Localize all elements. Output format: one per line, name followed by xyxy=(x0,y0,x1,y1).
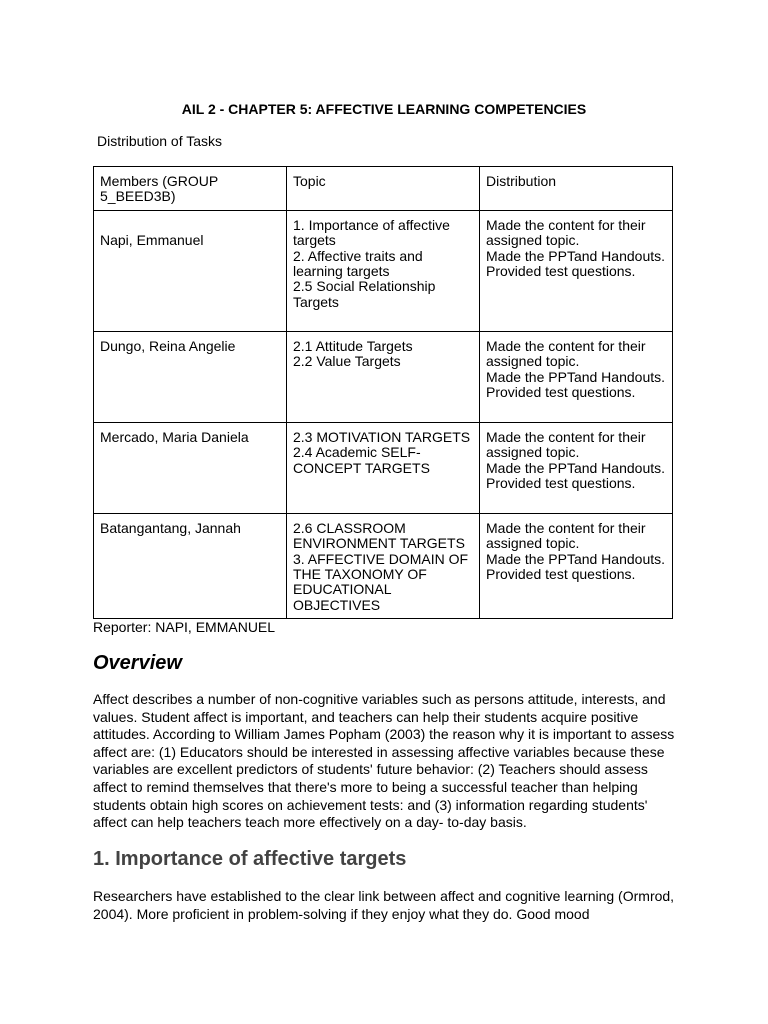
distribution-line: Made the PPTand Handouts. xyxy=(486,247,666,264)
topic-cell xyxy=(287,210,480,331)
distribution-line: Made the content for their assigned topic. xyxy=(486,216,646,249)
topic-line: 2.2 Value Targets xyxy=(293,353,401,370)
topic-line: 2.1 Attitude Targets xyxy=(293,337,413,354)
topic-line: 2. Affective traits and learning targets xyxy=(293,247,423,280)
section-heading: 1. Importance of affective targets xyxy=(93,848,407,870)
document-title: AIL 2 - CHAPTER 5: AFFECTIVE LEARNING COMPETENCIES xyxy=(181,101,587,117)
member-cell: Napi, Emmanuel xyxy=(94,210,287,331)
header-members: Members (GROUP 5_BEED3B) xyxy=(94,167,287,211)
overview-heading: Overview xyxy=(93,652,182,674)
table-row xyxy=(94,513,673,618)
topic-line: 2.3 MOTIVATION TARGETS xyxy=(293,428,471,445)
member-cell: Batangantang, Jannah xyxy=(94,513,287,618)
distribution-line: Provided test questions. xyxy=(486,384,636,401)
member-cell: Mercado, Maria Daniela xyxy=(94,422,287,513)
table-header-row xyxy=(94,167,673,211)
table-row xyxy=(94,210,673,331)
topic-line: 2.6 CLASSROOM ENVIRONMENT TARGETS xyxy=(293,519,465,552)
topic-cell xyxy=(287,422,480,513)
distribution-line: Made the PPTand Handouts. xyxy=(486,459,666,476)
distribution-line: Made the content for their assigned topic. xyxy=(486,519,646,552)
header-distribution: Distribution xyxy=(480,167,673,211)
member-cell: Dungo, Reina Angelie xyxy=(94,331,287,422)
distribution-line: Provided test questions. xyxy=(486,475,636,492)
topic-line: 1. Importance of affective targets xyxy=(293,216,450,249)
table-row xyxy=(94,331,673,422)
table-row xyxy=(94,422,673,513)
task-distribution-table xyxy=(93,166,673,619)
overview-paragraph: Affect describes a number of non-cognitive variables such as persons attitude, interests, and values. Student affect is important, and teachers can help their students acquire positive attitudes. According to William James Popham (2003) the reason why it is important to assess affect are: (1) Educators should be interested in assessing affective variables because these variables are excellent predictors of students' future behavior: (2) Teachers should assess affect to remind themselves that there's more to being a successful teacher than helping students obtain high scores on achievement tests: and (3) information regarding students' affect can help teachers teach more effectively on a day- to-day basis. xyxy=(93,691,675,831)
distribution-line: Made the PPTand Handouts. xyxy=(486,368,666,385)
distribution-line: Made the content for their assigned topic. xyxy=(486,337,646,370)
topic-line: 2.4 Academic SELF-CONCEPT TARGETS xyxy=(293,444,430,476)
distribution-cell xyxy=(480,513,673,618)
table-caption: Distribution of Tasks xyxy=(97,133,223,149)
distribution-cell xyxy=(480,331,673,422)
topic-line: 2.5 Social Relationship Targets xyxy=(293,278,436,310)
topic-cell xyxy=(287,513,480,618)
reporter-line: Reporter: NAPI, EMMANUEL xyxy=(93,619,276,635)
distribution-cell xyxy=(480,422,673,513)
topic-cell xyxy=(287,331,480,422)
header-topic: Topic xyxy=(287,167,480,211)
distribution-line: Provided test questions. xyxy=(486,566,636,583)
distribution-line: Made the PPTand Handouts. xyxy=(486,550,666,567)
section-paragraph: Researchers have established to the clear link between affect and cognitive learning (Ormrod, 2004). More proficient in problem-solving if they enjoy what they do. Good mood xyxy=(93,888,675,922)
distribution-line: Made the content for their assigned topic. xyxy=(486,428,646,461)
distribution-line: Provided test questions. xyxy=(486,263,636,280)
distribution-cell xyxy=(480,210,673,331)
topic-line: 3. AFFECTIVE DOMAIN OF THE TAXONOMY OF EDUCATIONAL OBJECTIVES xyxy=(293,550,469,613)
